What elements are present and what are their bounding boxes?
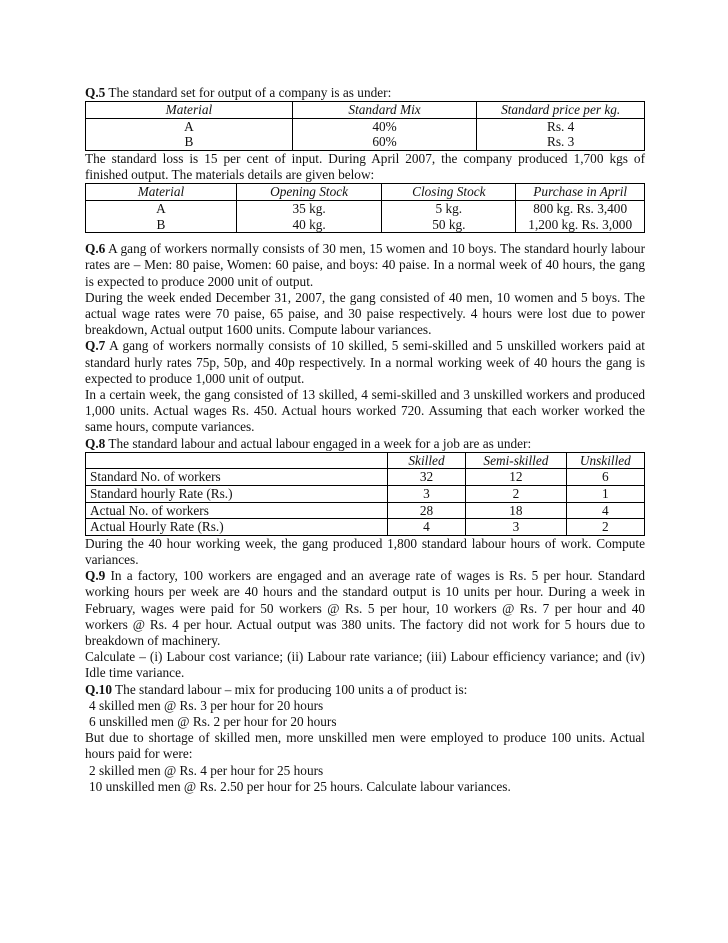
table-row xyxy=(86,217,645,233)
table-cell: 6 xyxy=(566,469,644,486)
table-cell: A xyxy=(86,200,237,216)
table-cell: A xyxy=(86,118,293,134)
q9-text: In a factory, 100 workers are engaged and an average rate of wages is Rs. 5 per hour. Standard working hours per week are 40 hours and the standard output is 10 units per hour. During a week in February, wages were paid for 50 workers @ Rs. 5 per hour, 10 workers @ Rs. 7 per hour and 40 workers @ Rs. 4 per hour. Actual output was 380 units. The factory did not work for 5 hours due to breakdown of machinery. xyxy=(85,568,645,648)
q6-intro xyxy=(85,241,645,290)
q8-text: The standard labour and actual labour engaged in a week for a job are as under: xyxy=(105,435,532,451)
labour-header-skilled: Skilled xyxy=(387,452,465,469)
table-cell: 1,200 kg. Rs. 3,000 xyxy=(516,217,645,233)
table-cell: 32 xyxy=(387,469,465,486)
q10-act-line: 2 skilled men @ Rs. 4 per hour for 25 hours xyxy=(89,762,324,778)
q6-para: During the week ended December 31, 2007, the gang consisted of 40 men, 10 women and 5 boys. The actual wage rates were 70 paise, 65 paise, and 30 paise respectively. 4 hours were lost due to power breakdown, Actual output 1600 units. Compute labour variances. xyxy=(85,289,645,338)
table-cell: 40 kg. xyxy=(236,217,381,233)
table-cell: Actual No. of workers xyxy=(86,502,388,519)
table-cell: 18 xyxy=(466,502,567,519)
table-cell: Actual Hourly Rate (Rs.) xyxy=(86,519,388,536)
table-cell: Rs. 4 xyxy=(477,118,645,134)
table-cell: 3 xyxy=(466,519,567,536)
q7-text: A gang of workers normally consists of 10 skilled, 5 semi-skilled and 5 unskilled workers paid at standard hurly rates 75p, 50p, and 40p respectively. In a normal working week of 40 hours the gang is expected to produce 1,000 unit of output. xyxy=(85,338,645,386)
table-cell: 1 xyxy=(566,486,644,503)
q5-mix-table xyxy=(85,101,645,151)
q6-number: Q.6 xyxy=(85,241,106,257)
table-cell: 3 xyxy=(387,486,465,503)
q10-act-line: 10 unskilled men @ Rs. 2.50 per hour for 25 hours. Calculate labour variances. xyxy=(89,778,511,794)
q10-para: But due to shortage of skilled men, more unskilled men were employed to produce 100 units. Actual hours paid for were: xyxy=(85,730,645,762)
labour-header-semi-skilled: Semi-skilled xyxy=(466,452,567,469)
q10-number: Q.10 xyxy=(85,681,112,697)
table-cell: Rs. 3 xyxy=(477,134,645,150)
table-cell: 40% xyxy=(292,118,476,134)
table-cell: B xyxy=(86,134,293,150)
mix-header-standard-price: Standard price per kg. xyxy=(477,102,645,119)
q7-para: In a certain week, the gang consisted of 13 skilled, 4 semi-skilled and 3 unskilled workers and produced 1,000 units. Actual wages Rs. 450. Actual hours worked 720. Assuming that each worker worked the same hours, compute variances. xyxy=(85,387,645,435)
table-cell: 12 xyxy=(466,469,567,486)
q7-intro xyxy=(85,338,645,387)
table-row xyxy=(86,469,645,486)
table-cell: 60% xyxy=(292,134,476,150)
q9-para: Calculate – (i) Labour cost variance; (ii) Labour rate variance; (iii) Labour efficiency variance; and (iv) Idle time variance. xyxy=(85,649,645,681)
table-cell: B xyxy=(86,217,237,233)
q9-number: Q.9 xyxy=(85,568,106,584)
stock-header-material: Material xyxy=(86,184,237,201)
table-row xyxy=(86,118,645,134)
q6-text: A gang of workers normally consists of 30 men, 15 women and 10 boys. The standard hourly labour rates are – Men: 80 paise, Women: 60 paise, and boys: 40 paise. In a normal week of 40 hours, the gang is expected to produce 2000 unit of output. xyxy=(85,241,645,289)
table-cell: 4 xyxy=(566,502,644,519)
q9-intro xyxy=(85,568,645,649)
table-cell: 4 xyxy=(387,519,465,536)
q10-intro xyxy=(85,682,645,698)
table-row xyxy=(86,502,645,519)
table-cell: 28 xyxy=(387,502,465,519)
q10-text: The standard labour – mix for producing 100 units a of product is: xyxy=(111,681,468,697)
table-row xyxy=(86,486,645,503)
q10-std-line: 4 skilled men @ Rs. 3 per hour for 20 hours xyxy=(89,697,324,713)
table-row xyxy=(86,200,645,216)
table-cell: 35 kg. xyxy=(236,200,381,216)
q8-number: Q.8 xyxy=(85,435,106,451)
table-row xyxy=(86,519,645,536)
document-page xyxy=(85,85,645,795)
stock-header-closing: Closing Stock xyxy=(382,184,516,201)
table-cell: 5 kg. xyxy=(382,200,516,216)
table-cell: Standard No. of workers xyxy=(86,469,388,486)
table-cell: 2 xyxy=(466,486,567,503)
stock-header-opening: Opening Stock xyxy=(236,184,381,201)
labour-header-blank xyxy=(86,452,388,469)
q8-para: During the 40 hour working week, the gang produced 1,800 standard labour hours of work. Compute variances. xyxy=(85,535,645,567)
table-cell: 2 xyxy=(566,519,644,536)
q5-para: The standard loss is 15 per cent of input. During April 2007, the company produced 1,700 kgs of finished output. The materials details are given below: xyxy=(85,150,645,183)
labour-header-unskilled: Unskilled xyxy=(566,452,644,469)
mix-header-material: Material xyxy=(86,102,293,119)
q8-labour-table xyxy=(85,452,645,536)
q5-stock-table xyxy=(85,183,645,233)
q5-intro xyxy=(85,85,645,101)
table-cell: Standard hourly Rate (Rs.) xyxy=(86,486,388,503)
table-cell: 50 kg. xyxy=(382,217,516,233)
table-cell: 800 kg. Rs. 3,400 xyxy=(516,200,645,216)
q5-text: The standard set for output of a company is as under: xyxy=(105,85,392,100)
q5-number: Q.5 xyxy=(85,85,106,100)
q7-number: Q.7 xyxy=(85,338,106,354)
table-row xyxy=(86,134,645,150)
mix-header-standard-mix: Standard Mix xyxy=(292,102,476,119)
stock-header-purchase: Purchase in April xyxy=(516,184,645,201)
q8-intro xyxy=(85,436,645,452)
q10-std-line: 6 unskilled men @ Rs. 2 per hour for 20 hours xyxy=(89,714,337,730)
